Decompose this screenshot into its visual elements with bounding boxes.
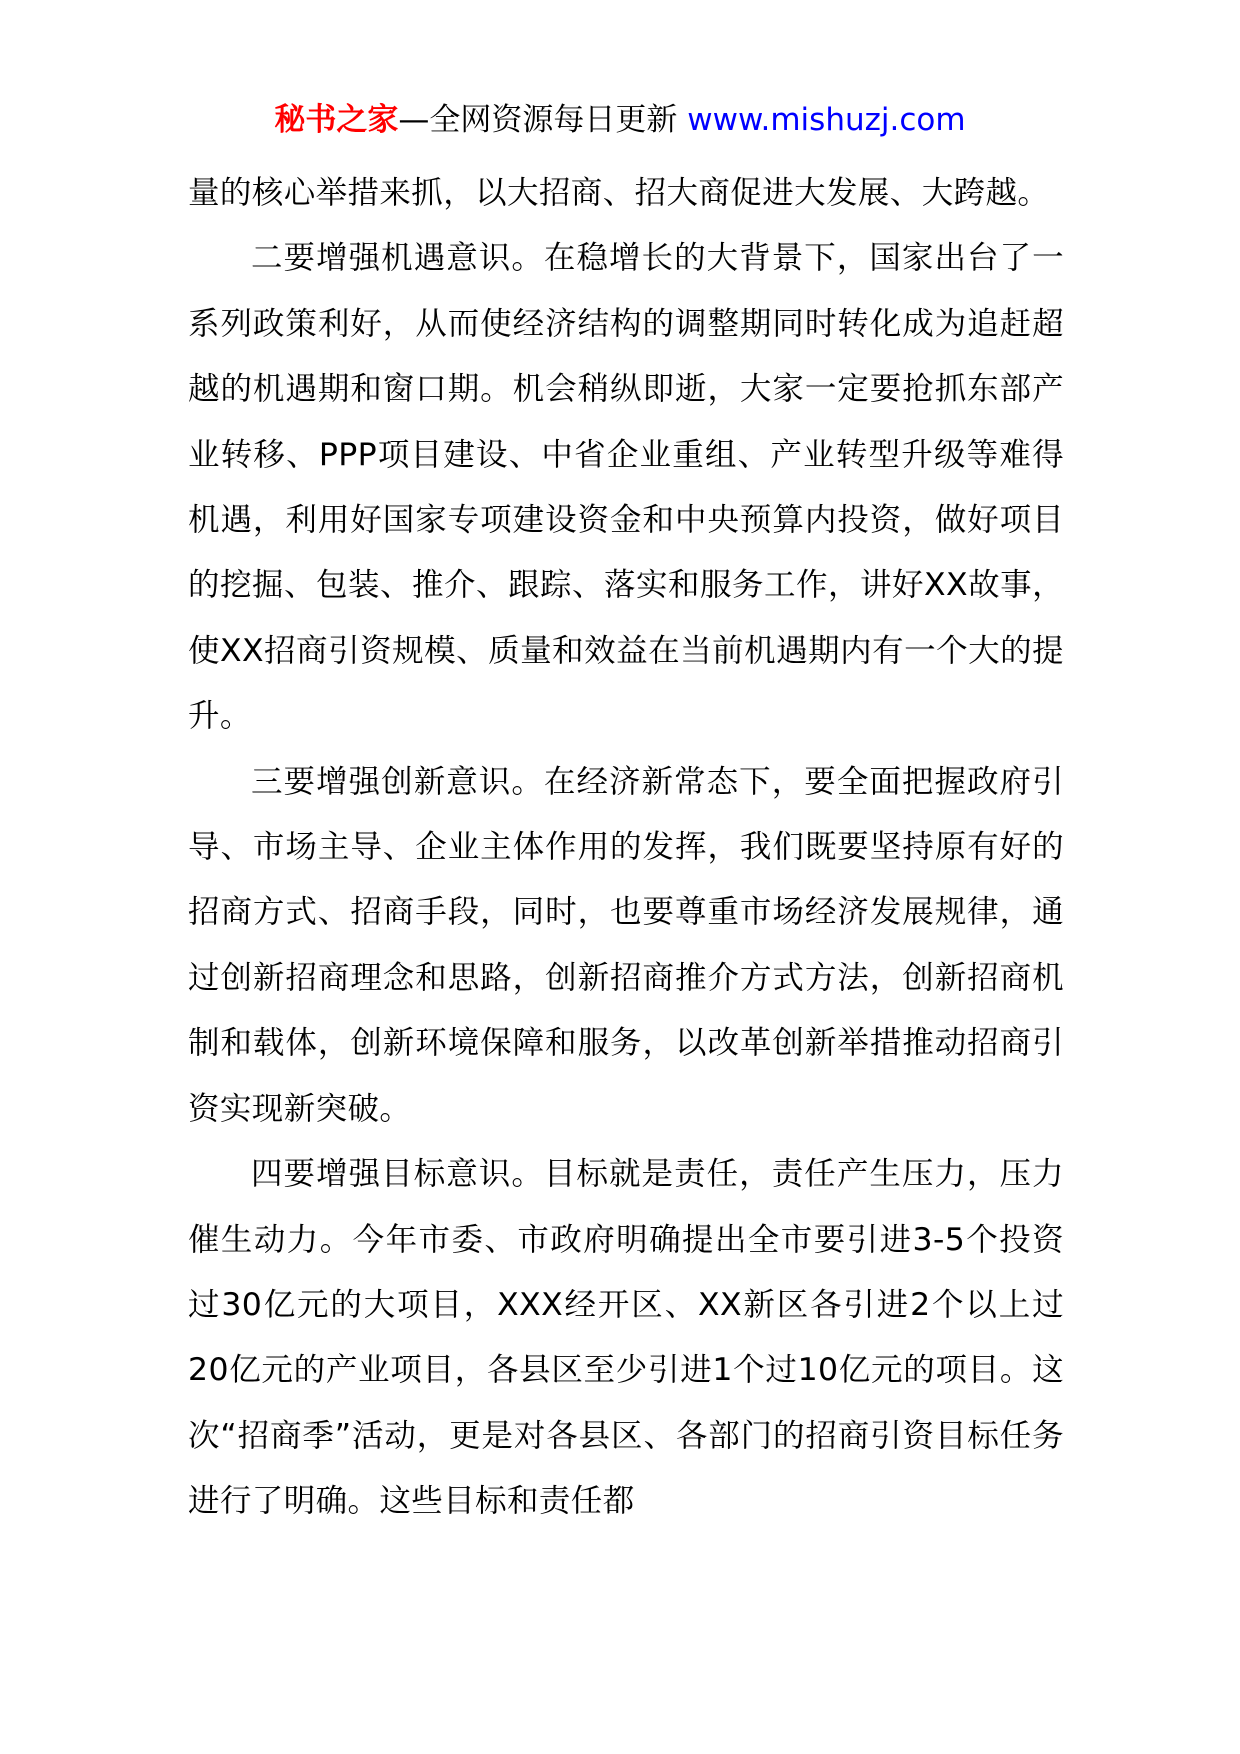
header-url-link[interactable]: www.mishuzj.com [687,102,966,138]
header-brand: 秘书之家 [274,102,399,138]
page-header [0,98,1240,142]
paragraph-target-awareness: 四要增强目标意识。目标就是责任，责任产生压力，压力催生动力。今年市委、市政府明确提出全市要引进3-5个投资过30亿元的大项目，XXX经开区、XX新区各引进2个以上过20亿元的产业项目，各县区至少引进1个过10亿元的项目。这次“招商季”活动，更是对各县区、各部门的招商引资目标任务进行了明确。这些目标和责任都 [188,1156,1064,1520]
paragraph-opportunity-awareness: 二要增强机遇意识。在稳增长的大背景下，国家出台了一系列政策利好，从而使经济结构的调整期同时转化成为追赶超越的机遇期和窗口期。机会稍纵即逝，大家一定要抢抓东部产业转移、PPP项目建设、中省企业重组、产业转型升级等难得机遇，利用好国家专项建设资金和中央预算内投资，做好项目的挖掘、包装、推介、跟踪、落实和服务工作，讲好XX故事，使XX招商引资规模、质量和效益在当前机遇期内有一个大的提升。 [188,240,1064,735]
paragraph-continuation: 量的核心举措来抓，以大招商、招大商促进大发展、大跨越。 [188,175,1050,211]
document-body [188,161,1064,1535]
paragraph-innovation-awareness: 三要增强创新意识。在经济新常态下，要全面把握政府引导、市场主导、企业主体作用的发挥，我们既要坚持原有好的招商方式、招商手段，同时，也要尊重市场经济发展规律，通过创新招商理念和思路，创新招商推介方式方法，创新招商机制和载体，创新环境保障和服务，以改革创新举措推动招商引资实现新突破。 [188,763,1064,1127]
header-tagline: —全网资源每日更新 [398,102,688,138]
